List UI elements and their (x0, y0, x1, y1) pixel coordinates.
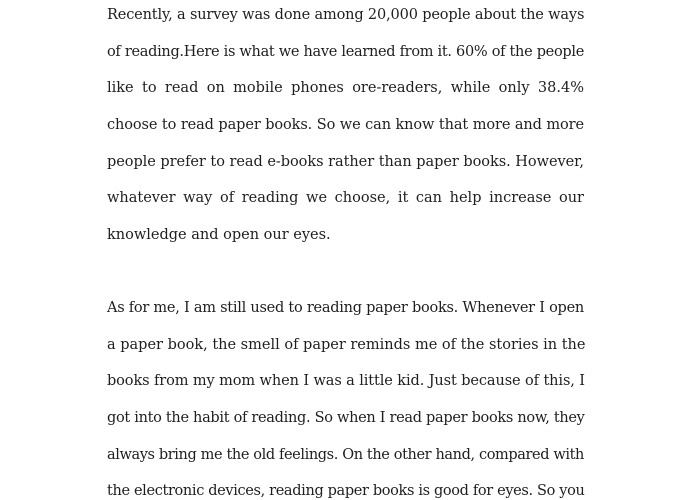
text-line: knowledge and open our eyes. (107, 227, 331, 244)
text-line: whatever way of reading we choose, it can help increase our (107, 190, 584, 207)
text-line: a paper book, the smell of paper reminds me of the stories in the (107, 336, 586, 353)
text-line: people prefer to read e-books rather than paper books. However, (107, 153, 584, 170)
paragraph-personal-opinion (107, 293, 584, 500)
text-line: always bring me the old feelings. On the other hand, compared with (107, 446, 584, 463)
text-line: books from my mom when I was a little kid. Just because of this, I (107, 373, 585, 390)
text-line: the electronic devices, reading paper books is good for eyes. So you (107, 483, 585, 500)
text-line: As for me, I am still used to reading paper books. Whenever I open (107, 300, 584, 316)
text-line: got into the habit of reading. So when I read paper books now, they (107, 410, 585, 427)
text-line: like to read on mobile phones ore-readers, while only 38.4% (107, 80, 584, 97)
text-line: of reading.Here is what we have learned from it. 60% of the people (107, 43, 584, 60)
text-line: Recently, a survey was done among 20,000 people about the ways (107, 7, 585, 23)
text-line: choose to read paper books. So we can know that more and more (107, 117, 584, 134)
paragraph-survey (107, 0, 584, 257)
